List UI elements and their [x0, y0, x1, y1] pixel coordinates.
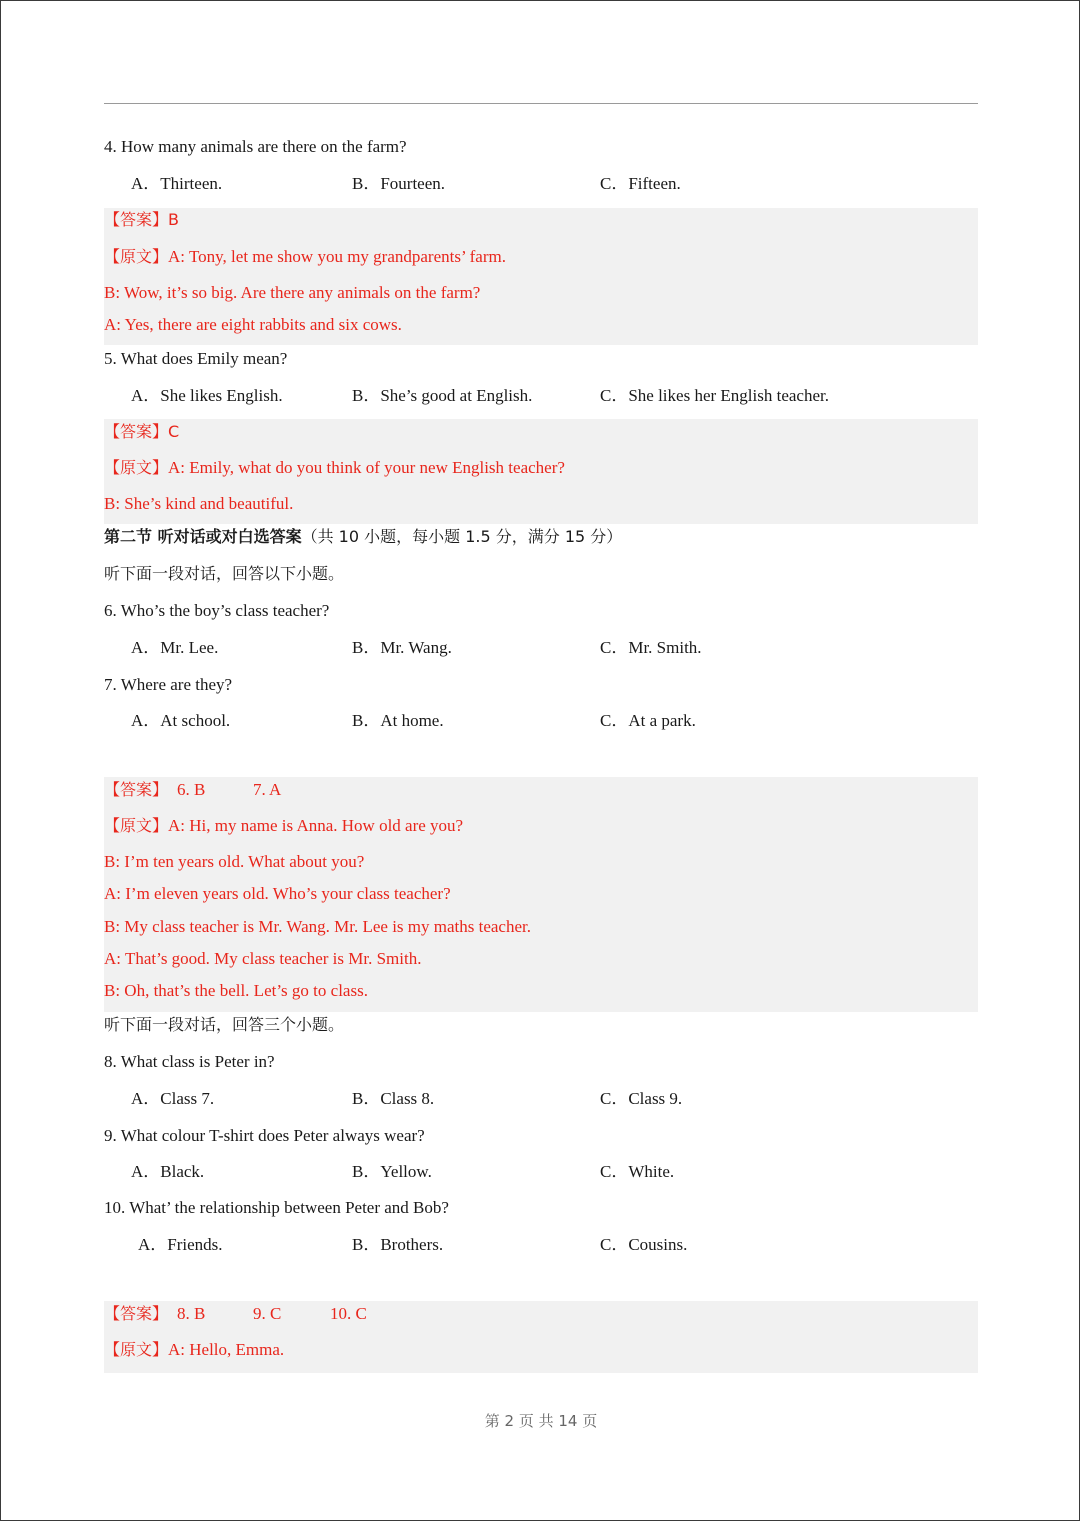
q6-7-transcript-1: A: Hi, my name is Anna. How old are you? — [168, 816, 464, 835]
answer-tag: 【答案】 — [104, 780, 169, 799]
q4-answer: 【答案】B — [104, 210, 179, 229]
q8-10-transcript-line — [104, 1339, 284, 1361]
q6-option-b: B．Mr. Wang. — [352, 638, 452, 657]
header-rule — [104, 103, 978, 104]
q8-option-c: C．Class 9. — [600, 1089, 683, 1108]
section-2-heading — [104, 526, 622, 548]
section-2-title: 第二节 听对话或对白选答案 — [104, 527, 302, 546]
q4-transcript-2: B: Wow, it’s so big. Are there any animals on the farm? — [104, 283, 481, 302]
q9-option-b: B．Yellow. — [352, 1162, 432, 1181]
q6-7-transcript-5: A: That’s good. My class teacher is Mr. Smith. — [104, 949, 422, 968]
q6-7-transcript-3: A: I’m eleven years old. Who’s your class teacher? — [104, 884, 451, 903]
answer-10: 10. C — [330, 1304, 367, 1323]
transcript-tag: 【原文】 — [104, 816, 169, 835]
q6-7-answer-line — [104, 779, 168, 801]
q4-option-a: A．Thirteen. — [131, 174, 223, 193]
transcript-tag: 【原文】 — [104, 247, 169, 266]
q9-option-a: A．Black. — [131, 1162, 205, 1181]
q7-option-a: A．At school. — [131, 711, 231, 730]
question-4: 4. How many animals are there on the farm? — [104, 137, 407, 156]
answer-9: 9. C — [253, 1304, 282, 1323]
q8-10-answer-line — [104, 1303, 168, 1325]
answer-tag: 【答案】 — [104, 1304, 169, 1323]
question-7: 7. Where are they? — [104, 675, 233, 694]
instruction-1: 听下面一段对话，回答以下小题。 — [104, 564, 345, 583]
q7-option-b: B．At home. — [352, 711, 444, 730]
answer-box-q8-10 — [104, 1301, 978, 1373]
instruction-2: 听下面一段对话，回答三个小题。 — [104, 1015, 345, 1034]
q5-option-b: B．She’s good at English. — [352, 386, 533, 405]
q4-transcript-line — [104, 246, 506, 268]
q4-option-c: C．Fifteen. — [600, 174, 681, 193]
q6-7-transcript-6: B: Oh, that’s the bell. Let’s go to class. — [104, 981, 368, 1000]
q7-option-c: C．At a park. — [600, 711, 696, 730]
question-10: 10. What’ the relationship between Peter and Bob? — [104, 1198, 449, 1217]
transcript-tag: 【原文】 — [104, 458, 169, 477]
question-5: 5. What does Emily mean? — [104, 349, 288, 368]
q5-option-c: C．She likes her English teacher. — [600, 386, 829, 405]
q10-option-b: B．Brothers. — [352, 1235, 444, 1254]
q8-10-transcript-1: A: Hello, Emma. — [168, 1340, 285, 1359]
q4-transcript-1: A: Tony, let me show you my grandparents’ farm. — [168, 247, 506, 266]
q8-option-a: A．Class 7. — [131, 1089, 215, 1108]
q6-option-a: A．Mr. Lee. — [131, 638, 219, 657]
q10-option-a: A．Friends. — [138, 1235, 223, 1254]
q8-option-b: B．Class 8. — [352, 1089, 435, 1108]
q5-transcript-line — [104, 457, 565, 479]
transcript-tag: 【原文】 — [104, 1340, 169, 1359]
q4-transcript-3: A: Yes, there are eight rabbits and six cows. — [104, 315, 402, 334]
q5-option-a: A．She likes English. — [131, 386, 283, 405]
q5-answer: 【答案】C — [104, 422, 180, 441]
q5-transcript-2: B: She’s kind and beautiful. — [104, 494, 294, 513]
q5-transcript-1: A: Emily, what do you think of your new English teacher? — [168, 458, 565, 477]
q6-7-transcript-2: B: I’m ten years old. What about you? — [104, 852, 365, 871]
q9-option-c: C．White. — [600, 1162, 675, 1181]
answer-6: 6. B — [177, 780, 206, 799]
q4-option-b: B．Fourteen. — [352, 174, 446, 193]
answer-8: 8. B — [177, 1304, 206, 1323]
question-9: 9. What colour T-shirt does Peter always wear? — [104, 1126, 425, 1145]
question-8: 8. What class is Peter in? — [104, 1052, 275, 1071]
q6-7-transcript-4: B: My class teacher is Mr. Wang. Mr. Lee is my maths teacher. — [104, 917, 532, 936]
section-2-note: （共 10 小题，每小题 1.5 分，满分 15 分） — [301, 527, 623, 546]
q6-7-transcript-line — [104, 815, 463, 837]
answer-7: 7. A — [253, 780, 282, 799]
question-6: 6. Who’s the boy’s class teacher? — [104, 601, 330, 620]
page-number-footer: 第 2 页 共 14 页 — [484, 1412, 598, 1430]
q10-option-c: C．Cousins. — [600, 1235, 688, 1254]
q6-option-c: C．Mr. Smith. — [600, 638, 702, 657]
